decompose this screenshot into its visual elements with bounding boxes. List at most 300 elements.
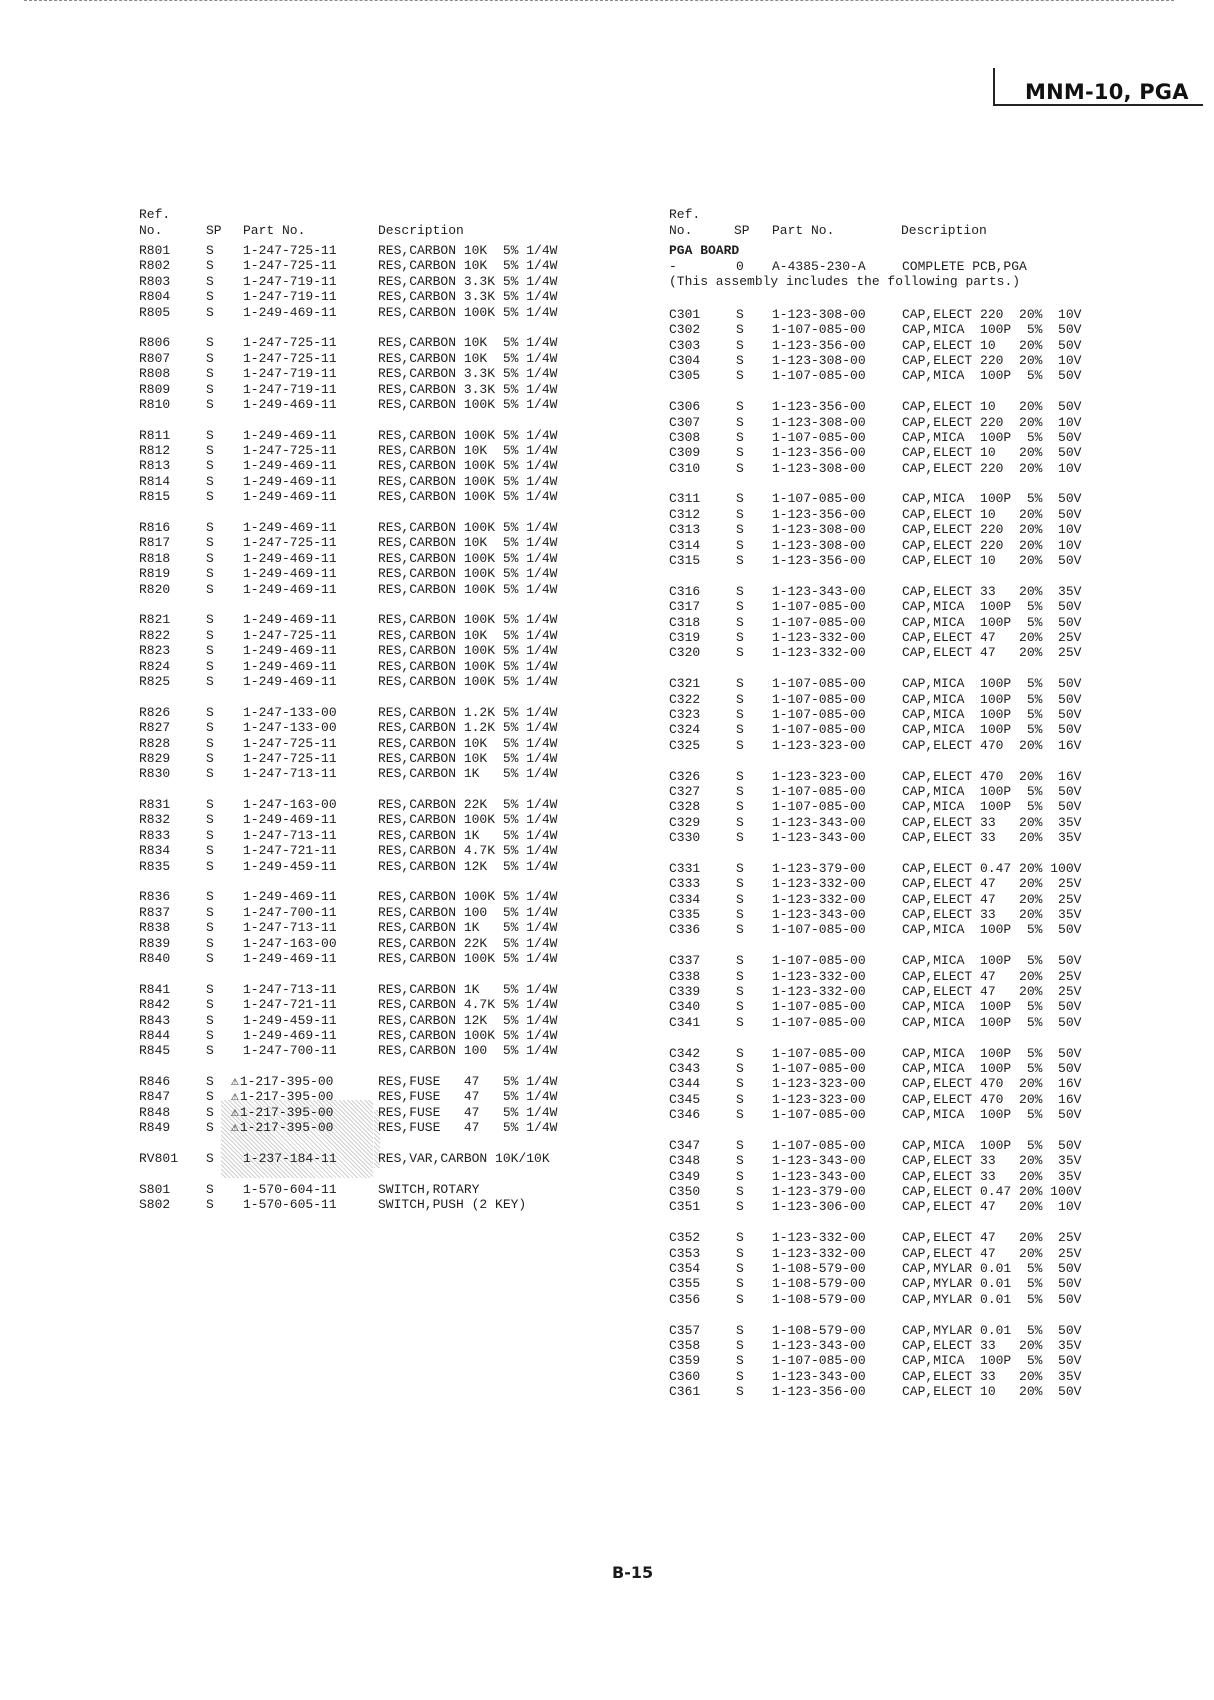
part-row: [669, 615, 1129, 630]
part-number: 1-249-469-11: [243, 427, 337, 443]
part-number: 1-123-343-00: [772, 907, 866, 923]
sp-code: S: [206, 350, 214, 366]
part-row: [139, 628, 619, 643]
safety-warning-icon: ⚠: [231, 1074, 239, 1090]
part-number: 1-123-308-00: [772, 460, 866, 476]
ref-no: C318: [669, 614, 701, 630]
sp-code: S: [736, 491, 744, 507]
part-number: 1-123-308-00: [772, 537, 866, 553]
part-description: RES,CARBON 10K 5% 1/4W: [378, 243, 558, 258]
part-row: [669, 769, 1129, 784]
ref-no: R836: [139, 889, 171, 905]
sp-code: S: [736, 891, 744, 907]
part-description: CAP,ELECT 0.47 20% 100V: [902, 1184, 1082, 1200]
part-row: [139, 905, 619, 920]
part-description: CAP,ELECT 47 20% 25V: [902, 645, 1082, 661]
part-row: [139, 859, 619, 874]
ref-no: C353: [669, 1245, 701, 1261]
ref-no: R847: [139, 1089, 171, 1105]
part-description: RES,CARBON 100K 5% 1/4W: [378, 520, 558, 536]
ref-no: R810: [139, 396, 171, 412]
ref-no: R816: [139, 520, 171, 536]
part-row: [669, 1261, 1129, 1276]
part-number-text: 1-217-395-00: [239, 1104, 334, 1120]
group-spacer: [139, 597, 619, 612]
board-name: PGA BOARD: [669, 243, 740, 258]
part-row: [139, 612, 619, 627]
part-description: CAP,ELECT 33 20% 35V: [902, 1153, 1082, 1169]
part-number: 1-107-085-00: [772, 999, 866, 1015]
sp-code: S: [736, 1060, 744, 1076]
part-row: [669, 1092, 1129, 1107]
part-row: [669, 1353, 1129, 1368]
part-description: CAP,ELECT 33 20% 35V: [902, 1168, 1082, 1184]
ref-no: R820: [139, 581, 171, 597]
part-row: [669, 953, 1129, 968]
part-number: 1-249-469-11: [243, 673, 337, 689]
sp-code: S: [206, 535, 214, 551]
part-number: 1-249-469-11: [243, 950, 337, 966]
ref-no: R812: [139, 443, 171, 459]
part-description: CAP,ELECT 33 20% 35V: [902, 583, 1082, 599]
ref-no: C350: [669, 1184, 701, 1200]
board-assembly-row: [669, 259, 1129, 274]
part-row: [669, 1292, 1129, 1307]
sp-code: S: [736, 676, 744, 692]
part-description: RES,CARBON 10K 5% 1/4W: [378, 350, 558, 366]
left-column-header: [139, 207, 619, 243]
sp-code: S: [736, 429, 744, 445]
sp-code: S: [736, 1184, 744, 1200]
part-row: [669, 861, 1129, 876]
sp-code: S: [736, 1368, 744, 1384]
ref-no: C333: [669, 876, 701, 892]
part-row: [139, 366, 619, 381]
part-number: 1-123-343-00: [772, 1368, 866, 1384]
sp-code: S: [736, 860, 744, 876]
ref-no: R825: [139, 673, 171, 689]
part-row: [669, 692, 1129, 707]
group-spacer: [139, 1059, 619, 1074]
part-number: 1-123-343-00: [772, 1168, 866, 1184]
part-number: 1-249-469-11: [243, 304, 337, 320]
sp-code: S: [206, 920, 214, 936]
part-number: 1-107-085-00: [772, 491, 866, 507]
ref-no: R823: [139, 643, 171, 659]
part-description: RES,CARBON 3.3K 5% 1/4W: [378, 289, 558, 305]
sp-code: S: [736, 691, 744, 707]
part-description: RES,CARBON 100K 5% 1/4W: [378, 612, 558, 628]
ref-no: C317: [669, 599, 701, 615]
part-number: 1-107-085-00: [772, 1353, 866, 1369]
part-row: [669, 584, 1129, 599]
part-row: [139, 1043, 619, 1058]
part-number: 1-123-356-00: [772, 553, 866, 569]
group-spacer: [669, 568, 1129, 583]
part-row: [669, 415, 1129, 430]
part-number: 1-570-605-11: [243, 1197, 337, 1213]
group-spacer: [669, 1122, 1129, 1137]
part-row: [139, 659, 619, 674]
sp-code: S: [736, 352, 744, 368]
part-number: 1-123-356-00: [772, 1384, 866, 1400]
part-row: [669, 1246, 1129, 1261]
part-description: CAP,MICA 100P 5% 50V: [902, 799, 1082, 815]
board-part-no: A-4385-230-A: [772, 259, 866, 274]
part-number: 1-123-308-00: [772, 522, 866, 538]
part-description: CAP,MICA 100P 5% 50V: [902, 1014, 1082, 1030]
sp-code: S: [736, 1091, 744, 1107]
description-label: Description: [901, 223, 987, 238]
part-description: CAP,ELECT 10 20% 50V: [902, 553, 1082, 569]
part-row: [669, 738, 1129, 753]
part-row: [139, 535, 619, 550]
sp-code: S: [206, 304, 214, 320]
part-description: CAP,MICA 100P 5% 50V: [902, 491, 1082, 507]
part-description: CAP,ELECT 470 20% 16V: [902, 768, 1082, 784]
part-row: [139, 428, 619, 443]
no-label: No.: [139, 223, 163, 238]
sp-code: S: [736, 1045, 744, 1061]
part-number: 1-570-604-11: [243, 1181, 337, 1197]
part-row: [669, 1061, 1129, 1076]
document-title: MNM-10, PGA: [1025, 80, 1189, 104]
part-number: 1-123-332-00: [772, 1245, 866, 1261]
part-number: 1-123-343-00: [772, 830, 866, 846]
sp-code: S: [206, 366, 214, 382]
sp-code: S: [736, 783, 744, 799]
sp-code: S: [736, 306, 744, 322]
part-description: RES,CARBON 1K 5% 1/4W: [378, 981, 558, 997]
part-row: [669, 322, 1129, 337]
ref-no: C305: [669, 368, 701, 384]
part-description: CAP,ELECT 470 20% 16V: [902, 737, 1082, 753]
ref-no: R844: [139, 1027, 171, 1043]
part-number: 1-247-721-11: [243, 997, 337, 1013]
sp-code: S: [206, 258, 214, 274]
part-row: [139, 843, 619, 858]
ref-no: C301: [669, 306, 701, 322]
part-description: CAP,ELECT 10 20% 50V: [902, 1384, 1082, 1400]
ref-no: C348: [669, 1153, 701, 1169]
part-description: CAP,ELECT 220 20% 10V: [902, 537, 1082, 553]
part-number: 1-249-459-11: [243, 1012, 337, 1028]
sp-code: S: [736, 460, 744, 476]
sp-code: S: [206, 735, 214, 751]
sp-code: S: [206, 889, 214, 905]
ref-no: R801: [139, 243, 171, 258]
ref-no: R826: [139, 704, 171, 720]
part-row: [139, 458, 619, 473]
part-description: RES,CARBON 100K 5% 1/4W: [378, 673, 558, 689]
ref-no: C306: [669, 399, 701, 415]
sp-code: S: [206, 581, 214, 597]
part-row: [669, 630, 1129, 645]
sp-code: S: [736, 1261, 744, 1276]
ref-no: C303: [669, 337, 701, 353]
part-number: 1-247-163-00: [243, 935, 337, 951]
part-row: [669, 1199, 1129, 1214]
part-description: RES,FUSE 47 5% 1/4W: [378, 1089, 558, 1105]
part-description: RES,CARBON 1K 5% 1/4W: [378, 766, 558, 782]
part-number: 1-249-469-11: [243, 612, 337, 628]
ref-no: C341: [669, 1014, 701, 1030]
safety-warning-icon: ⚠: [231, 1089, 239, 1105]
part-number: 1-249-469-11: [243, 396, 337, 412]
group-spacer: [139, 412, 619, 427]
sp-code: S: [736, 337, 744, 353]
sp-code: S: [736, 1337, 744, 1353]
right-parts-list: [669, 243, 1129, 1400]
part-number: 1-247-719-11: [243, 381, 337, 397]
part-row: [669, 307, 1129, 322]
part-row: [669, 830, 1129, 845]
part-row: [669, 892, 1129, 907]
part-number: 1-247-725-11: [243, 750, 337, 766]
sp-code: S: [736, 1014, 744, 1030]
part-number: 1-247-713-11: [243, 766, 337, 782]
part-description: RES,FUSE 47 5% 1/4W: [378, 1104, 558, 1120]
part-description: RES,CARBON 4.7K 5% 1/4W: [378, 843, 558, 859]
sp-code: S: [736, 1291, 744, 1307]
part-description: RES,FUSE 47 5% 1/4W: [378, 1120, 558, 1136]
part-description: CAP,ELECT 220 20% 10V: [902, 352, 1082, 368]
sp-code: S: [206, 704, 214, 720]
part-description: CAP,ELECT 220 20% 10V: [902, 306, 1082, 322]
part-row: [139, 551, 619, 566]
part-description: CAP,ELECT 47 20% 25V: [902, 629, 1082, 645]
part-description: CAP,ELECT 33 20% 35V: [902, 814, 1082, 830]
sp-code: S: [736, 1322, 744, 1338]
part-row: [139, 997, 619, 1012]
sp-code: S: [736, 537, 744, 553]
ref-no: C326: [669, 768, 701, 784]
sp-code: S: [736, 1076, 744, 1092]
part-description: CAP,ELECT 47 20% 25V: [902, 983, 1082, 999]
part-row: [669, 507, 1129, 522]
part-number: 1-247-133-00: [243, 704, 337, 720]
ref-no: R832: [139, 812, 171, 828]
part-row: [139, 243, 619, 258]
ref-no: R827: [139, 720, 171, 736]
part-description: RES,CARBON 12K 5% 1/4W: [378, 858, 558, 874]
part-number: 1-247-725-11: [243, 735, 337, 751]
sp-code: S: [736, 322, 744, 338]
sp-code: S: [736, 999, 744, 1015]
ref-no: C327: [669, 783, 701, 799]
ref-no: C308: [669, 429, 701, 445]
part-row: [669, 722, 1129, 737]
part-number: 1-123-356-00: [772, 445, 866, 461]
part-description: CAP,ELECT 220 20% 10V: [902, 522, 1082, 538]
sp-code: S: [206, 335, 214, 351]
sp-code: S: [206, 643, 214, 659]
part-description: RES,CARBON 22K 5% 1/4W: [378, 797, 558, 813]
sp-code: S: [736, 706, 744, 722]
sp-code: S: [736, 553, 744, 569]
ref-no: R808: [139, 366, 171, 382]
ref-no: R835: [139, 858, 171, 874]
part-description: RES,CARBON 100K 5% 1/4W: [378, 1027, 558, 1043]
part-number: 1-247-719-11: [243, 273, 337, 289]
ref-no: R811: [139, 427, 171, 443]
ref-no: C307: [669, 414, 701, 430]
sp-code: S: [206, 1197, 214, 1213]
ref-no: C361: [669, 1384, 701, 1400]
part-number: 1-107-085-00: [772, 1014, 866, 1030]
ref-no: R818: [139, 550, 171, 566]
part-number: 1-247-725-11: [243, 350, 337, 366]
part-row: [139, 982, 619, 997]
sp-code: S: [736, 1199, 744, 1215]
part-row: [669, 1107, 1129, 1122]
part-number: 1-108-579-00: [772, 1322, 866, 1338]
sp-code: S: [736, 645, 744, 661]
part-number: 1-249-469-11: [243, 473, 337, 489]
part-description: RES,CARBON 100 5% 1/4W: [378, 1043, 558, 1059]
ref-no: R809: [139, 381, 171, 397]
part-description: RES,CARBON 10K 5% 1/4W: [378, 627, 558, 643]
ref-no: R803: [139, 273, 171, 289]
sp-code: S: [736, 1107, 744, 1123]
sp-code: S: [206, 997, 214, 1013]
part-number: 1-247-725-11: [243, 443, 337, 459]
safety-warning-icon: ⚠: [231, 1104, 239, 1120]
part-row: [669, 1153, 1129, 1168]
part-description: RES,CARBON 1.2K 5% 1/4W: [378, 704, 558, 720]
part-description: CAP,ELECT 47 20% 25V: [902, 1230, 1082, 1246]
part-row: [139, 1105, 619, 1120]
ref-no: C311: [669, 491, 701, 507]
ref-no: R828: [139, 735, 171, 751]
part-number: 1-123-306-00: [772, 1199, 866, 1215]
sp-code: S: [736, 368, 744, 384]
part-number: 1-107-085-00: [772, 953, 866, 969]
part-number: 1-107-085-00: [772, 676, 866, 692]
sp-code: S: [206, 812, 214, 828]
safety-warning-icon: ⚠: [231, 1120, 239, 1136]
part-description: RES,CARBON 100K 5% 1/4W: [378, 566, 558, 582]
part-row: [669, 1076, 1129, 1091]
sp-code: S: [206, 858, 214, 874]
part-number: 1-107-085-00: [772, 322, 866, 338]
sp-code: S: [206, 566, 214, 582]
part-description: RES,CARBON 100K 5% 1/4W: [378, 581, 558, 597]
part-row: [669, 1015, 1129, 1030]
part-number: 1-247-725-11: [243, 535, 337, 551]
part-number: 1-247-713-11: [243, 920, 337, 936]
sp-code: S: [736, 799, 744, 815]
group-spacer: [669, 938, 1129, 953]
sp-code: S: [206, 935, 214, 951]
ref-no: C329: [669, 814, 701, 830]
part-row: [139, 351, 619, 366]
page-number: B-15: [612, 1563, 654, 1582]
part-description: CAP,MICA 100P 5% 50V: [902, 953, 1082, 969]
group-spacer: [139, 1166, 619, 1181]
part-description: CAP,MICA 100P 5% 50V: [902, 676, 1082, 692]
sp-code: S: [736, 814, 744, 830]
sp-code: S: [736, 599, 744, 615]
ref-no: C309: [669, 445, 701, 461]
ref-no: C346: [669, 1107, 701, 1123]
sp-code: S: [736, 399, 744, 415]
part-description: CAP,ELECT 47 20% 25V: [902, 1245, 1082, 1261]
part-description: CAP,ELECT 47 20% 25V: [902, 876, 1082, 892]
sp-label: SP: [734, 223, 750, 238]
sp-code: S: [206, 1181, 214, 1197]
part-row: [139, 1197, 619, 1212]
part-number: 1-107-085-00: [772, 922, 866, 938]
part-row: [139, 474, 619, 489]
group-spacer: [669, 1030, 1129, 1045]
sp-code: S: [206, 381, 214, 397]
group-spacer: [139, 966, 619, 981]
part-number: 1-249-469-11: [243, 566, 337, 582]
part-row: [139, 1013, 619, 1028]
ref-no: C338: [669, 968, 701, 984]
part-number: 1-123-356-00: [772, 337, 866, 353]
part-row: [139, 258, 619, 273]
sp-code: S: [206, 797, 214, 813]
ref-no: R839: [139, 935, 171, 951]
part-description: CAP,ELECT 470 20% 16V: [902, 1076, 1082, 1092]
part-row: [669, 876, 1129, 891]
group-spacer: [669, 753, 1129, 768]
part-description: CAP,ELECT 10 20% 50V: [902, 337, 1082, 353]
part-row: [669, 815, 1129, 830]
part-description: RES,CARBON 100K 5% 1/4W: [378, 643, 558, 659]
part-description: RES,CARBON 1K 5% 1/4W: [378, 920, 558, 936]
part-description: CAP,MICA 100P 5% 50V: [902, 922, 1082, 938]
sp-code: S: [206, 1027, 214, 1043]
part-description: RES,CARBON 100K 5% 1/4W: [378, 658, 558, 674]
part-description: RES,CARBON 100K 5% 1/4W: [378, 458, 558, 474]
part-number: 1-107-085-00: [772, 599, 866, 615]
sp-code: S: [206, 1104, 214, 1120]
sp-code: S: [206, 627, 214, 643]
ref-no: R815: [139, 489, 171, 505]
part-description: CAP,MICA 100P 5% 50V: [902, 1107, 1082, 1123]
part-row: [669, 430, 1129, 445]
sp-code: S: [206, 1043, 214, 1059]
part-number: 1-249-469-11: [243, 643, 337, 659]
part-number-text: 1-217-395-00: [239, 1120, 334, 1136]
part-description: CAP,MICA 100P 5% 50V: [902, 706, 1082, 722]
part-row: [139, 335, 619, 350]
board-sp: 0: [736, 259, 744, 274]
ref-no: R849: [139, 1120, 171, 1136]
ref-no: RV801: [139, 1151, 179, 1167]
part-number-text: 1-217-395-00: [239, 1074, 334, 1090]
ref-no: C343: [669, 1060, 701, 1076]
part-description: RES,CARBON 4.7K 5% 1/4W: [378, 997, 558, 1013]
part-number: 1-249-459-11: [243, 858, 337, 874]
part-number: 1-107-085-00: [772, 614, 866, 630]
ref-no: C302: [669, 322, 701, 338]
part-description: RES,CARBON 100K 5% 1/4W: [378, 812, 558, 828]
part-number: 1-107-085-00: [772, 1045, 866, 1061]
part-row: [669, 907, 1129, 922]
part-number: 1-247-133-00: [243, 720, 337, 736]
part-number: 1-123-356-00: [772, 506, 866, 522]
part-row: [139, 828, 619, 843]
part-description: RES,CARBON 1K 5% 1/4W: [378, 827, 558, 843]
part-row: [139, 1182, 619, 1197]
description-label: Description: [378, 223, 464, 238]
part-row: [139, 951, 619, 966]
part-number: 1-249-469-11: [243, 658, 337, 674]
